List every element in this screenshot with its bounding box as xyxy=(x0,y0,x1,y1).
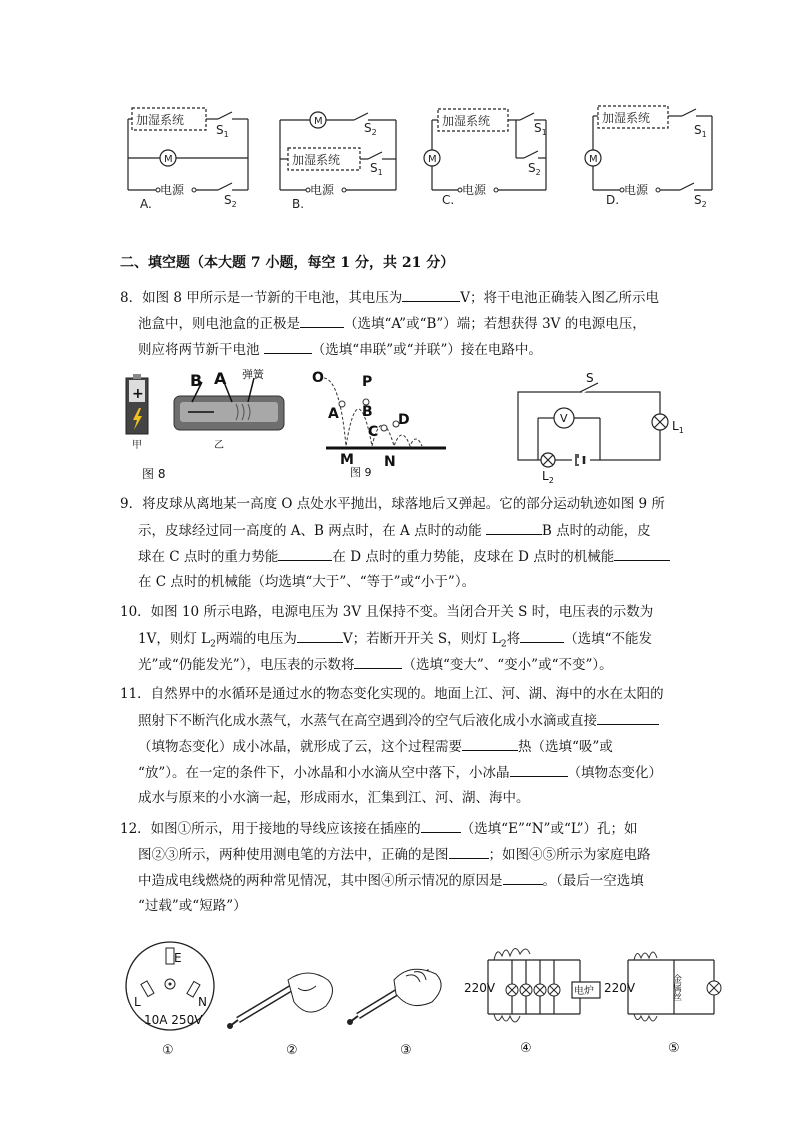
figure-tester-right xyxy=(344,956,454,1060)
fig8-yi: 乙 xyxy=(214,440,224,451)
q12-line1: 12．如图①所示，用于接地的导线应该接在插座的 （选填“E”“N”或“L”）孔；如 xyxy=(120,818,638,839)
figure-tester-wrong xyxy=(228,960,348,1060)
figure-10 xyxy=(512,370,692,485)
q9-line2: 示，皮球经过同一高度的 A、B 两点时，在 A 点时的动能 B 点时的动能，皮 xyxy=(138,520,651,541)
option-b: B. xyxy=(292,197,305,211)
q8-line2: 池盒中，则电池盒的正极是 （选填“A”或“B”）端；若想获得 3V 的电源电压， xyxy=(138,313,646,334)
wire-label: 金属丝 xyxy=(671,974,681,1001)
socket-l: L xyxy=(134,995,141,1009)
figure-9 xyxy=(310,366,460,478)
humidifier-label-c: 加湿系统 xyxy=(442,114,491,128)
q12-line3: 中造成电线燃烧的两种常见情况，其中图④所示情况的原因是 。（最后一空选填 xyxy=(138,870,644,891)
motor-label-d: M xyxy=(589,154,598,165)
s1-label-b: $S_1$ xyxy=(370,161,383,177)
q11-line4: “放”）。在一定的条件下，小冰晶和小水滴从空中落下，小冰晶 （填物态变化） xyxy=(138,762,662,783)
s2-label-d: $S_2$ xyxy=(694,193,707,209)
s2-label-b: $S_2$ xyxy=(364,121,377,137)
motor-label-c: M xyxy=(428,154,437,165)
fig-label-5: ⑤ xyxy=(668,1041,680,1056)
section-title: 二、填空题（本大题 7 小题，每空 1 分，共 21 分） xyxy=(120,255,455,271)
fig9-o: O xyxy=(312,370,324,386)
q8-line1: 8．如图 8 甲所示是一节新的干电池，其电压为 V；将干电池正确装入图乙所示电 xyxy=(120,287,659,308)
power-label-c: 电源 xyxy=(462,183,487,197)
q10-line3: 光”或“仍能发光”），电压表的示数将 （选填“变大”、“变小”或“不变”）。 xyxy=(138,654,613,675)
figure-short-circuit xyxy=(604,940,730,1060)
fig9-b: B xyxy=(362,404,373,420)
q9-line3: 球在 C 点时的重力势能 在 D 点时的重力势能，皮球在 D 点时的机械能 xyxy=(138,546,670,567)
figure-8 xyxy=(124,368,294,484)
figure-socket xyxy=(124,940,224,1060)
fig9-a: A xyxy=(328,406,339,422)
fig10-l1: $L_1$ xyxy=(672,419,684,435)
motor-label-a: M xyxy=(164,154,173,165)
humidifier-label-b: 加湿系统 xyxy=(292,153,341,167)
q11-line5: 成水与原来的小水滴一起，形成雨水，汇集到江、河、湖、海中。 xyxy=(138,790,530,806)
svg-text:+: + xyxy=(132,386,144,402)
fig9-d: D xyxy=(398,412,410,428)
fig9-n: N xyxy=(384,454,396,470)
power-label-b: 电源 xyxy=(310,183,335,197)
fig-label-3: ③ xyxy=(400,1043,412,1058)
option-d: D. xyxy=(606,193,620,207)
q11-line1: 11．自然界中的水循环是通过水的物态变化实现的。地面上江、河、湖、海中的水在太阳的 xyxy=(120,686,664,702)
fig8-label-a: A xyxy=(214,369,227,388)
fig10-l2: $L_2$ xyxy=(542,469,554,485)
fig9-c: C xyxy=(368,424,379,440)
voltage-label-5: 220V xyxy=(604,981,636,995)
fig9-m: M xyxy=(340,452,354,468)
q12-line4: “过载”或“短路”） xyxy=(138,898,247,914)
socket-n: N xyxy=(198,995,207,1009)
socket-e: E xyxy=(174,951,182,965)
q10-line1: 10．如图 10 所示电路，电源电压为 3V 且保持不变。当闭合开关 S 时，电压表的示数为 xyxy=(120,604,654,620)
q11-line2: 照射下不断汽化成水蒸气，水蒸气在高空遇到冷的空气后液化成小水滴或直接 xyxy=(138,710,659,731)
q8-line3: 则应将两节新干电池 （选填“串联”或“并联”）接在电路中。 xyxy=(138,339,542,360)
fig9-caption: 图 9 xyxy=(350,466,372,479)
q11-line3: （填物态变化）成小冰晶，就形成了云，这个过程需要 热（选填“吸”或 xyxy=(138,736,613,757)
power-label-d: 电源 xyxy=(624,183,649,197)
fig8-label-b: B xyxy=(190,371,203,390)
fig-label-4: ④ xyxy=(520,1041,532,1056)
fig10-v: V xyxy=(560,412,568,425)
fig8-spring: 弹簧 xyxy=(242,368,264,381)
stove-label: 电炉 xyxy=(574,986,594,997)
motor-label-b: M xyxy=(314,116,323,127)
fig-label-1: ① xyxy=(162,1043,174,1058)
fig10-s: S xyxy=(586,371,594,385)
s2-label-c: $S_2$ xyxy=(528,161,541,177)
fig8-jia: 甲 xyxy=(132,440,142,451)
fig9-p: P xyxy=(362,374,373,390)
s1-label-c: $S_1$ xyxy=(534,121,547,137)
q12-line2: 图②③所示，两种使用测电笔的方法中，正确的是图 ；如图④⑤所示为家庭电路 xyxy=(138,844,651,865)
s2-label-a: $S_2$ xyxy=(224,193,237,209)
s1-label-a: $S_1$ xyxy=(216,123,229,139)
humidifier-label-a: 加湿系统 xyxy=(136,113,185,127)
option-c: C. xyxy=(442,193,455,207)
s1-label-d: $S_1$ xyxy=(694,123,707,139)
q10-line2: 1V，则灯 $L_2$两端的电压为 V；若断开开关 S，则灯 $L_2$将 （选填“不能发 xyxy=(138,628,652,655)
figure-overload xyxy=(464,940,600,1060)
q9-line1: 9．将皮球从离地某一高度 O 点处水平抛出，球落地后又弹起。它的部分运动轨迹如图 9 所 xyxy=(120,496,665,512)
voltage-label-4: 220V xyxy=(464,981,496,995)
humidifier-label-d: 加湿系统 xyxy=(602,111,651,125)
socket-rating: 10A 250V xyxy=(144,1013,203,1027)
option-a: A. xyxy=(140,197,152,211)
fig8-caption: 图 8 xyxy=(142,467,166,481)
power-label-a: 电源 xyxy=(160,183,185,197)
fig-label-2: ② xyxy=(286,1043,298,1058)
q9-line4: 在 C 点时的机械能（均选填“大于”、“等于”或“小于”）。 xyxy=(138,574,476,590)
top-circuit-options xyxy=(120,100,720,215)
